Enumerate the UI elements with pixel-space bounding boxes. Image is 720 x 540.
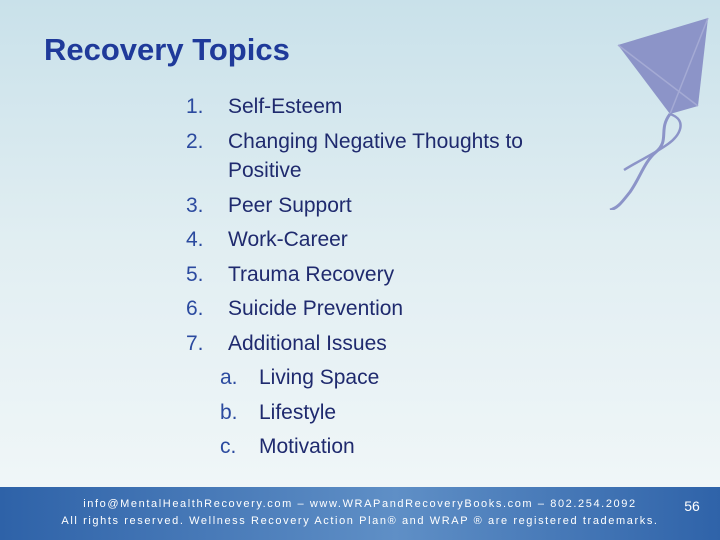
list-text: Changing Negative Thoughts to Positive [228, 129, 523, 182]
sub-list-item [186, 361, 586, 396]
sub-list-letter: b. [220, 400, 238, 424]
list-item [186, 90, 586, 125]
sub-list-item [186, 430, 586, 465]
topic-list [186, 90, 586, 465]
sub-list-text: Lifestyle [259, 400, 337, 424]
list-text: Trauma Recovery [228, 262, 395, 286]
list-text: Self-Esteem [228, 95, 343, 118]
sub-list-text: Living Space [259, 366, 380, 389]
footer-bar [0, 487, 720, 540]
footer-trademark: All rights reserved. Wellness Recovery Action Plan® and WRAP ® are registered trademarks. [61, 515, 659, 527]
list-text: Suicide Prevention [228, 297, 404, 320]
list-number: 6. [186, 297, 204, 320]
list-number: 7. [186, 331, 204, 355]
list-number: 2. [186, 129, 204, 153]
slide-title: Recovery Topics [44, 32, 290, 67]
list-number: 1. [186, 95, 204, 118]
list-text: Additional Issues [228, 331, 387, 355]
list-item [186, 223, 586, 258]
list-item [186, 125, 586, 189]
list-text: Peer Support [228, 193, 352, 217]
footer-text [0, 496, 720, 530]
list-number: 3. [186, 193, 204, 217]
list-number: 4. [186, 228, 204, 251]
sub-list-letter: c. [220, 435, 237, 458]
sub-list-text: Motivation [259, 435, 355, 458]
list-item [186, 292, 586, 327]
list-item [186, 189, 586, 224]
sub-list-item [186, 396, 586, 431]
list-item [186, 258, 586, 293]
list-item [186, 327, 586, 362]
list-number: 5. [186, 262, 204, 286]
sub-list-letter: a. [220, 366, 238, 389]
footer-contact: info@MentalHealthRecovery.com – www.WRAPandRecoveryBooks.com – 802.254.2092 [83, 498, 637, 510]
list-text: Work-Career [228, 228, 348, 251]
page-number: 56 [684, 498, 700, 514]
